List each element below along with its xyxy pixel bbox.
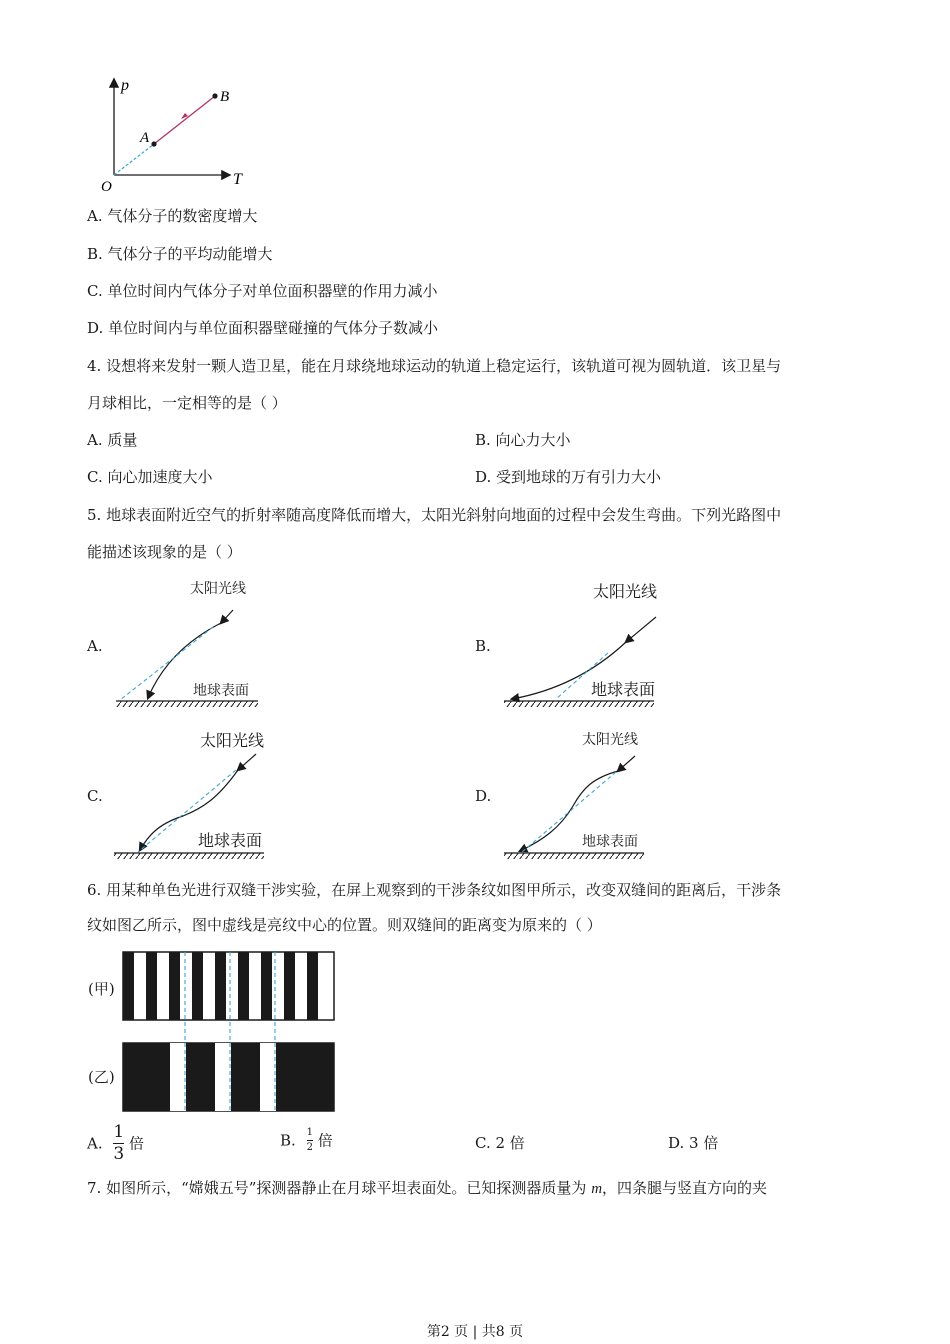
q5-option-c-label: C.	[87, 787, 103, 805]
q6-stem-line1: 6. 用某种单色光进行双缝干涉实验，在屏上观察到的干涉条纹如图甲所示，改变双缝间的距离后，干涉条	[87, 881, 782, 899]
sun-label: 太阳光线	[582, 732, 638, 748]
q5-option-b-label: B.	[475, 637, 491, 655]
interference-fringes	[122, 950, 336, 1115]
q3-option-b: B. 气体分子的平均动能增大	[87, 245, 273, 263]
q6-stem-line2: 纹如图乙所示，图中虚线是亮纹中心的位置。则双缝间的距离变为原来的（ ）	[87, 916, 602, 934]
page-footer: 第2 页 | 共8 页	[426, 1324, 524, 1340]
q6-option-b: B. $\frac{1}{2}$ 倍	[280, 1127, 333, 1153]
fraction-one-half: $\frac{1}{2}$	[306, 1127, 313, 1153]
point-b-label: B	[220, 89, 230, 105]
q3-option-a: A. 气体分子的数密度增大	[87, 207, 258, 225]
ground-label: 地球表面	[582, 834, 638, 850]
axis-label-p: p	[121, 77, 129, 94]
q6-option-d: D. 3 倍	[668, 1134, 719, 1152]
q3-option-c: C. 单位时间内气体分子对单位面积器壁的作用力减小	[87, 282, 438, 300]
q6-option-c: C. 2 倍	[475, 1134, 525, 1152]
point-a	[151, 141, 156, 146]
q4-option-c: C. 向心加速度大小	[87, 468, 213, 486]
label-jia: (甲)	[88, 980, 115, 998]
q5-stem-line2: 能描述该现象的是（ ）	[87, 543, 242, 561]
sun-label: 太阳光线	[190, 581, 246, 597]
q3-option-d: D. 单位时间内与单位面积器壁碰撞的气体分子数减小	[87, 319, 439, 337]
q5-diagram-a	[108, 575, 278, 715]
origin-label: O	[101, 179, 112, 195]
label-yi: (乙)	[88, 1068, 115, 1086]
point-a-label: A	[140, 130, 150, 146]
q4-stem-line1: 4. 设想将来发射一颗人造卫星，能在月球绕地球运动的轨道上稳定运行，该轨道可视为圆轨道．该卫星与	[87, 357, 782, 375]
q5-diagram-b	[498, 575, 678, 715]
ground-label: 地球表面	[198, 831, 263, 850]
sun-label: 太阳光线	[593, 582, 658, 601]
sun-label: 太阳光线	[200, 731, 265, 750]
q6-option-a: A. $\frac{1}{3}$ 倍	[87, 1122, 145, 1164]
axis-label-t: T	[233, 171, 242, 188]
q4-stem-line2: 月球相比，一定相等的是（ ）	[87, 394, 287, 412]
q5-option-a-label: A.	[87, 637, 103, 655]
q7-stem-line1: 7. 如图所示，“嫦娥五号”探测器静止在月球平坦表面处。已知探测器质量为 m，四条腿与竖直方向的夹	[87, 1179, 768, 1197]
q4-option-a: A. 质量	[87, 431, 138, 449]
pt-diagram	[95, 72, 255, 197]
fraction-one-third: $\frac{1}{3}$	[113, 1122, 125, 1164]
q5-option-d-label: D.	[475, 787, 492, 805]
q5-stem-line1: 5. 地球表面附近空气的折射率随高度降低而增大，太阳光斜射向地面的过程中会发生弯曲。下列光路图中	[87, 506, 782, 524]
point-b	[212, 93, 217, 98]
ground-label: 地球表面	[591, 680, 656, 699]
ground-label: 地球表面	[193, 683, 249, 699]
q4-option-b: B. 向心力大小	[475, 431, 571, 449]
q5-diagram-d	[498, 728, 668, 863]
q5-diagram-c	[108, 728, 278, 863]
process-line	[154, 96, 215, 144]
dashed-extension	[114, 144, 154, 175]
q4-option-d: D. 受到地球的万有引力大小	[475, 468, 662, 486]
